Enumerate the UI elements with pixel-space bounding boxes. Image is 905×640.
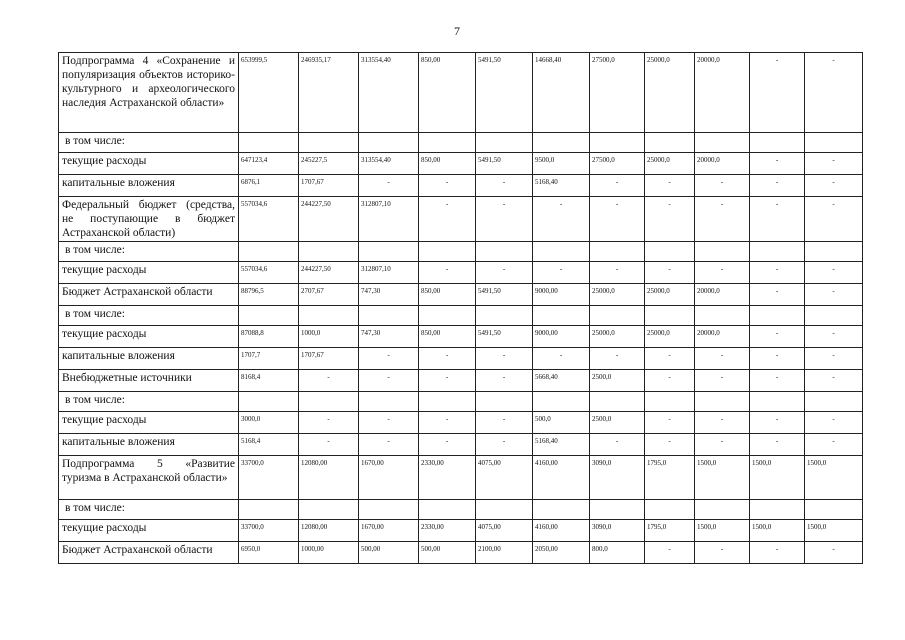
value-cell: - xyxy=(299,434,359,456)
value-cell: 33700,0 xyxy=(239,520,299,542)
value-cell xyxy=(590,306,645,326)
value-cell xyxy=(590,242,645,262)
value-cell: 850,00 xyxy=(419,153,476,175)
row-label: текущие расходы xyxy=(59,153,239,175)
value-cell: 20000,0 xyxy=(695,326,750,348)
value-cell: 1000,00 xyxy=(299,542,359,564)
value-cell xyxy=(645,133,695,153)
value-cell xyxy=(645,242,695,262)
value-cell xyxy=(359,500,419,520)
value-cell: - xyxy=(805,412,863,434)
value-cell: - xyxy=(359,434,419,456)
value-cell: 25000,0 xyxy=(645,53,695,133)
value-cell: - xyxy=(805,326,863,348)
value-cell: - xyxy=(645,412,695,434)
value-cell xyxy=(645,306,695,326)
value-cell: 653999,5 xyxy=(239,53,299,133)
value-cell: 747,30 xyxy=(359,284,419,306)
value-cell: - xyxy=(750,262,805,284)
value-cell xyxy=(695,500,750,520)
value-cell: 4075,00 xyxy=(476,456,533,500)
value-cell xyxy=(476,242,533,262)
row-label: капитальные вложения xyxy=(59,348,239,370)
value-cell: - xyxy=(750,370,805,392)
value-cell: 33700,0 xyxy=(239,456,299,500)
row-label: Подпрограмма 4 «Сохранение и популяризация объектов историко-культурного и археологического наследия Астраханской области» xyxy=(59,53,239,133)
value-cell: - xyxy=(695,370,750,392)
value-cell: - xyxy=(359,175,419,197)
value-cell: - xyxy=(299,370,359,392)
value-cell: - xyxy=(476,262,533,284)
value-cell: 6876,1 xyxy=(239,175,299,197)
value-cell: 20000,0 xyxy=(695,153,750,175)
value-cell xyxy=(476,392,533,412)
table-row xyxy=(59,197,863,242)
value-cell: 87088,8 xyxy=(239,326,299,348)
value-cell: 4160,00 xyxy=(533,456,590,500)
value-cell: 9000,00 xyxy=(533,326,590,348)
value-cell: 88796,5 xyxy=(239,284,299,306)
value-cell: 1795,0 xyxy=(645,456,695,500)
table-row xyxy=(59,133,863,153)
row-label: в том числе: xyxy=(59,392,239,412)
value-cell: 4160,00 xyxy=(533,520,590,542)
value-cell: - xyxy=(805,53,863,133)
value-cell: 557034,6 xyxy=(239,262,299,284)
value-cell: - xyxy=(750,542,805,564)
value-cell xyxy=(476,500,533,520)
value-cell: 747,30 xyxy=(359,326,419,348)
value-cell: 312807,10 xyxy=(359,262,419,284)
value-cell: - xyxy=(805,153,863,175)
value-cell xyxy=(533,392,590,412)
value-cell: 2100,00 xyxy=(476,542,533,564)
value-cell: 25000,0 xyxy=(645,284,695,306)
value-cell xyxy=(805,242,863,262)
value-cell: 5168,40 xyxy=(533,175,590,197)
value-cell: - xyxy=(476,348,533,370)
table-row xyxy=(59,153,863,175)
value-cell: - xyxy=(750,197,805,242)
value-cell: 500,00 xyxy=(359,542,419,564)
value-cell xyxy=(645,392,695,412)
value-cell: - xyxy=(419,262,476,284)
value-cell: 2707,67 xyxy=(299,284,359,306)
table-row xyxy=(59,175,863,197)
value-cell: - xyxy=(419,197,476,242)
value-cell: - xyxy=(645,262,695,284)
value-cell xyxy=(805,392,863,412)
value-cell: 1000,0 xyxy=(299,326,359,348)
value-cell xyxy=(419,306,476,326)
row-label: капитальные вложения xyxy=(59,175,239,197)
value-cell: - xyxy=(805,197,863,242)
value-cell: - xyxy=(645,348,695,370)
row-label: в том числе: xyxy=(59,306,239,326)
value-cell: - xyxy=(805,434,863,456)
row-label: текущие расходы xyxy=(59,520,239,542)
value-cell xyxy=(695,133,750,153)
value-cell: 8168,4 xyxy=(239,370,299,392)
row-label: Бюджет Астраханской области xyxy=(59,542,239,564)
value-cell: - xyxy=(695,197,750,242)
value-cell xyxy=(239,133,299,153)
table-row xyxy=(59,370,863,392)
value-cell xyxy=(805,306,863,326)
table-row xyxy=(59,262,863,284)
value-cell: 2500,0 xyxy=(590,412,645,434)
table-row xyxy=(59,500,863,520)
value-cell: - xyxy=(419,348,476,370)
value-cell xyxy=(299,242,359,262)
value-cell: 27500,0 xyxy=(590,153,645,175)
row-label: Подпрограмма 5 «Развитие туризма в Астраханской области» xyxy=(59,456,239,500)
value-cell: 5168,40 xyxy=(533,434,590,456)
value-cell xyxy=(533,133,590,153)
value-cell xyxy=(750,242,805,262)
value-cell: 557034,6 xyxy=(239,197,299,242)
value-cell xyxy=(419,133,476,153)
value-cell: 25000,0 xyxy=(590,284,645,306)
value-cell: 2330,00 xyxy=(419,520,476,542)
value-cell xyxy=(239,306,299,326)
value-cell: 850,00 xyxy=(419,53,476,133)
value-cell: - xyxy=(750,326,805,348)
value-cell: 2330,00 xyxy=(419,456,476,500)
value-cell xyxy=(359,392,419,412)
row-label: капитальные вложения xyxy=(59,434,239,456)
value-cell xyxy=(590,133,645,153)
value-cell xyxy=(750,306,805,326)
value-cell xyxy=(239,392,299,412)
value-cell xyxy=(533,500,590,520)
value-cell xyxy=(533,306,590,326)
table-row xyxy=(59,326,863,348)
table-row xyxy=(59,412,863,434)
value-cell: - xyxy=(359,348,419,370)
value-cell: 1500,0 xyxy=(805,520,863,542)
value-cell: 20000,0 xyxy=(695,53,750,133)
value-cell: 850,00 xyxy=(419,284,476,306)
row-label: в том числе: xyxy=(59,133,239,153)
value-cell: - xyxy=(645,370,695,392)
table-row xyxy=(59,392,863,412)
row-label: текущие расходы xyxy=(59,412,239,434)
value-cell xyxy=(750,392,805,412)
value-cell xyxy=(359,306,419,326)
value-cell: - xyxy=(750,53,805,133)
value-cell xyxy=(419,392,476,412)
table-row xyxy=(59,53,863,133)
value-cell: 1500,0 xyxy=(695,456,750,500)
value-cell: 9500,0 xyxy=(533,153,590,175)
row-label: текущие расходы xyxy=(59,262,239,284)
value-cell: 5491,50 xyxy=(476,153,533,175)
value-cell: - xyxy=(805,348,863,370)
value-cell: - xyxy=(476,175,533,197)
value-cell: - xyxy=(695,348,750,370)
value-cell: - xyxy=(695,542,750,564)
value-cell: - xyxy=(533,262,590,284)
value-cell: 5668,40 xyxy=(533,370,590,392)
value-cell: 2500,0 xyxy=(590,370,645,392)
table-row xyxy=(59,542,863,564)
value-cell: - xyxy=(645,542,695,564)
value-cell: - xyxy=(590,434,645,456)
value-cell: - xyxy=(805,284,863,306)
value-cell: - xyxy=(695,262,750,284)
value-cell xyxy=(695,392,750,412)
value-cell xyxy=(695,306,750,326)
value-cell xyxy=(750,133,805,153)
value-cell: 3000,0 xyxy=(239,412,299,434)
value-cell: 500,00 xyxy=(419,542,476,564)
value-cell xyxy=(476,306,533,326)
value-cell xyxy=(805,500,863,520)
page-number: 7 xyxy=(454,24,460,38)
value-cell: 27500,0 xyxy=(590,53,645,133)
value-cell: 1500,0 xyxy=(750,520,805,542)
value-cell: 3090,0 xyxy=(590,520,645,542)
value-cell: - xyxy=(359,412,419,434)
value-cell: - xyxy=(590,175,645,197)
value-cell: - xyxy=(533,348,590,370)
table-row xyxy=(59,306,863,326)
value-cell: - xyxy=(695,412,750,434)
value-cell: - xyxy=(695,175,750,197)
value-cell: - xyxy=(590,348,645,370)
value-cell: - xyxy=(750,412,805,434)
value-cell: - xyxy=(419,434,476,456)
value-cell: 500,0 xyxy=(533,412,590,434)
value-cell: 313554,40 xyxy=(359,53,419,133)
value-cell xyxy=(750,500,805,520)
value-cell: 2050,00 xyxy=(533,542,590,564)
value-cell: 1670,00 xyxy=(359,520,419,542)
value-cell: - xyxy=(750,153,805,175)
value-cell: 9000,00 xyxy=(533,284,590,306)
row-label: Внебюджетные источники xyxy=(59,370,239,392)
value-cell xyxy=(805,133,863,153)
table-row xyxy=(59,348,863,370)
value-cell: 5491,50 xyxy=(476,53,533,133)
value-cell xyxy=(299,306,359,326)
value-cell xyxy=(299,392,359,412)
value-cell: - xyxy=(419,175,476,197)
table-row xyxy=(59,456,863,500)
value-cell: - xyxy=(476,197,533,242)
row-label: текущие расходы xyxy=(59,326,239,348)
value-cell: 800,0 xyxy=(590,542,645,564)
value-cell: 12080,00 xyxy=(299,456,359,500)
value-cell: - xyxy=(645,197,695,242)
value-cell: 1795,0 xyxy=(645,520,695,542)
value-cell: - xyxy=(299,412,359,434)
row-label: в том числе: xyxy=(59,500,239,520)
value-cell: 1670,00 xyxy=(359,456,419,500)
value-cell: 1500,0 xyxy=(750,456,805,500)
value-cell: - xyxy=(476,434,533,456)
value-cell: - xyxy=(419,412,476,434)
value-cell: 246935,17 xyxy=(299,53,359,133)
row-label: Федеральный бюджет (средства, не поступающие в бюджет Астраханской области) xyxy=(59,197,239,242)
value-cell xyxy=(299,500,359,520)
value-cell: - xyxy=(533,197,590,242)
value-cell xyxy=(299,133,359,153)
row-label: Бюджет Астраханской области xyxy=(59,284,239,306)
value-cell: 14668,40 xyxy=(533,53,590,133)
value-cell xyxy=(476,133,533,153)
table-row xyxy=(59,242,863,262)
value-cell: 5491,50 xyxy=(476,326,533,348)
value-cell: 245227,5 xyxy=(299,153,359,175)
value-cell: - xyxy=(805,262,863,284)
value-cell: - xyxy=(805,370,863,392)
value-cell: 3090,0 xyxy=(590,456,645,500)
table-row xyxy=(59,520,863,542)
value-cell: 1500,0 xyxy=(695,520,750,542)
value-cell: - xyxy=(750,175,805,197)
value-cell: - xyxy=(590,197,645,242)
value-cell: 25000,0 xyxy=(590,326,645,348)
value-cell xyxy=(695,242,750,262)
value-cell: 5491,50 xyxy=(476,284,533,306)
value-cell: - xyxy=(750,348,805,370)
value-cell xyxy=(533,242,590,262)
value-cell: 1707,67 xyxy=(299,348,359,370)
value-cell: 12080,00 xyxy=(299,520,359,542)
value-cell xyxy=(419,500,476,520)
value-cell: - xyxy=(476,370,533,392)
row-label: в том числе: xyxy=(59,242,239,262)
value-cell: - xyxy=(695,434,750,456)
value-cell: - xyxy=(645,175,695,197)
budget-table xyxy=(58,52,863,564)
value-cell: - xyxy=(805,175,863,197)
value-cell: 25000,0 xyxy=(645,326,695,348)
value-cell: - xyxy=(419,370,476,392)
value-cell xyxy=(590,500,645,520)
table-row xyxy=(59,434,863,456)
value-cell: 850,00 xyxy=(419,326,476,348)
value-cell: 244227,50 xyxy=(299,197,359,242)
value-cell: - xyxy=(476,412,533,434)
value-cell: 25000,0 xyxy=(645,153,695,175)
value-cell: - xyxy=(359,370,419,392)
value-cell: 312807,10 xyxy=(359,197,419,242)
value-cell: - xyxy=(750,434,805,456)
value-cell: 244227,50 xyxy=(299,262,359,284)
value-cell: 313554,40 xyxy=(359,153,419,175)
value-cell xyxy=(239,242,299,262)
value-cell xyxy=(419,242,476,262)
value-cell xyxy=(359,133,419,153)
value-cell: - xyxy=(645,434,695,456)
value-cell xyxy=(239,500,299,520)
value-cell: 1500,0 xyxy=(805,456,863,500)
value-cell: 647123,4 xyxy=(239,153,299,175)
value-cell: 4075,00 xyxy=(476,520,533,542)
value-cell xyxy=(645,500,695,520)
value-cell: 5168,4 xyxy=(239,434,299,456)
value-cell: 20000,0 xyxy=(695,284,750,306)
value-cell xyxy=(590,392,645,412)
value-cell: 1707,7 xyxy=(239,348,299,370)
value-cell: - xyxy=(805,542,863,564)
table-row xyxy=(59,284,863,306)
value-cell xyxy=(359,242,419,262)
value-cell: - xyxy=(590,262,645,284)
value-cell: 6950,0 xyxy=(239,542,299,564)
value-cell: - xyxy=(750,284,805,306)
value-cell: 1707,67 xyxy=(299,175,359,197)
